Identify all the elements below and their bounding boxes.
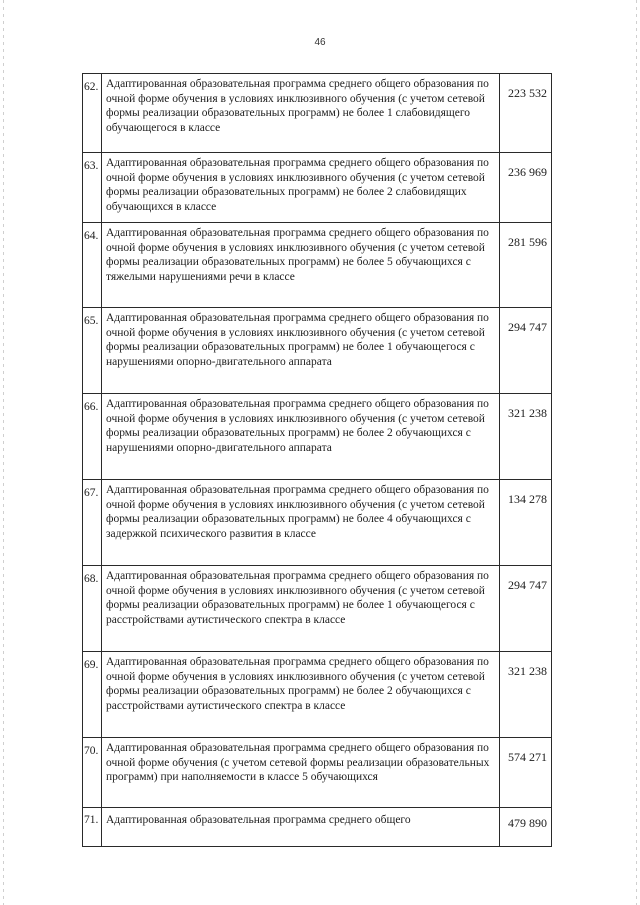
table-row	[83, 738, 551, 808]
program-description: Адаптированная образовательная программа среднего общего образования по очной форме обучения в условиях инклюзивного обучения (с учетом сетевой формы реализации образовательных программ) не более 4 обучающихся с задержкой психического развития в классе	[102, 480, 500, 565]
row-number: 69.	[83, 652, 102, 737]
cost-value: 223 532	[508, 86, 547, 100]
row-number: 67.	[83, 480, 102, 565]
tariff-table	[82, 73, 552, 847]
row-number: 63.	[83, 153, 102, 222]
cost-value: 236 969	[508, 165, 547, 179]
cost-value: 281 596	[508, 235, 547, 249]
row-number: 66.	[83, 394, 102, 479]
program-description: Адаптированная образовательная программа среднего общего	[102, 808, 500, 846]
table-row	[83, 480, 551, 566]
cost-value: 294 747	[508, 578, 547, 592]
cost-value: 134 278	[508, 492, 547, 506]
scan-edge-right	[636, 0, 637, 905]
cost-value: 479 890	[508, 816, 547, 830]
table-row	[83, 566, 551, 652]
table-row	[83, 308, 551, 394]
row-number: 70.	[83, 738, 102, 807]
cost-value: 321 238	[508, 664, 547, 678]
row-number: 64.	[83, 223, 102, 307]
program-description: Адаптированная образовательная программа среднего общего образования по очной форме обучения в условиях инклюзивного обучения (с учетом сетевой формы реализации образовательных программ) не более 2 обучающихся с нарушениями опорно-двигательного аппарата	[102, 394, 500, 479]
table-row	[83, 808, 551, 847]
program-description: Адаптированная образовательная программа среднего общего образования по очной форме обучения в условиях инклюзивного обучения (с учетом сетевой формы реализации образовательных программ) не более 2 слабовидящих обучающихся в классе	[102, 153, 500, 222]
row-number: 68.	[83, 566, 102, 651]
cost-value: 321 238	[508, 406, 547, 420]
row-number: 71.	[83, 808, 102, 846]
program-description: Адаптированная образовательная программа среднего общего образования по очной форме обучения (с учетом сетевой формы реализации образовательных программ) при наполняемости в классе 5 обучающихся	[102, 738, 500, 807]
page-number: 46	[314, 37, 326, 48]
cost-value: 574 271	[508, 750, 547, 764]
program-description: Адаптированная образовательная программа среднего общего образования по очной форме обучения в условиях инклюзивного обучения (с учетом сетевой формы реализации образовательных программ) не более 1 слабовидящего обучающегося в классе	[102, 74, 500, 152]
row-number: 62.	[83, 74, 102, 152]
table-row	[83, 394, 551, 480]
row-number: 65.	[83, 308, 102, 393]
table-row	[83, 223, 551, 308]
table-row	[83, 652, 551, 738]
program-description: Адаптированная образовательная программа среднего общего образования по очной форме обучения в условиях инклюзивного обучения (с учетом сетевой формы реализации образовательных программ) не более 1 обучающегося с нарушениями опорно-двигательного аппарата	[102, 308, 500, 393]
cost-value: 294 747	[508, 320, 547, 334]
program-description: Адаптированная образовательная программа среднего общего образования по очной форме обучения в условиях инклюзивного обучения (с учетом сетевой формы реализации образовательных программ) не более 1 обучающегося с расстройствами аутистического спектра в классе	[102, 566, 500, 651]
program-description: Адаптированная образовательная программа среднего общего образования по очной форме обучения в условиях инклюзивного обучения (с учетом сетевой формы реализации образовательных программ) не более 2 обучающихся с расстройствами аутистического спектра в классе	[102, 652, 500, 737]
table-row	[83, 74, 551, 153]
table-row	[83, 153, 551, 223]
program-description: Адаптированная образовательная программа среднего общего образования по очной форме обучения в условиях инклюзивного обучения (с учетом сетевой формы реализации образовательных программ) не более 5 обучающихся с тяжелыми нарушениями речи в классе	[102, 223, 500, 307]
scan-edge-left	[3, 0, 4, 905]
